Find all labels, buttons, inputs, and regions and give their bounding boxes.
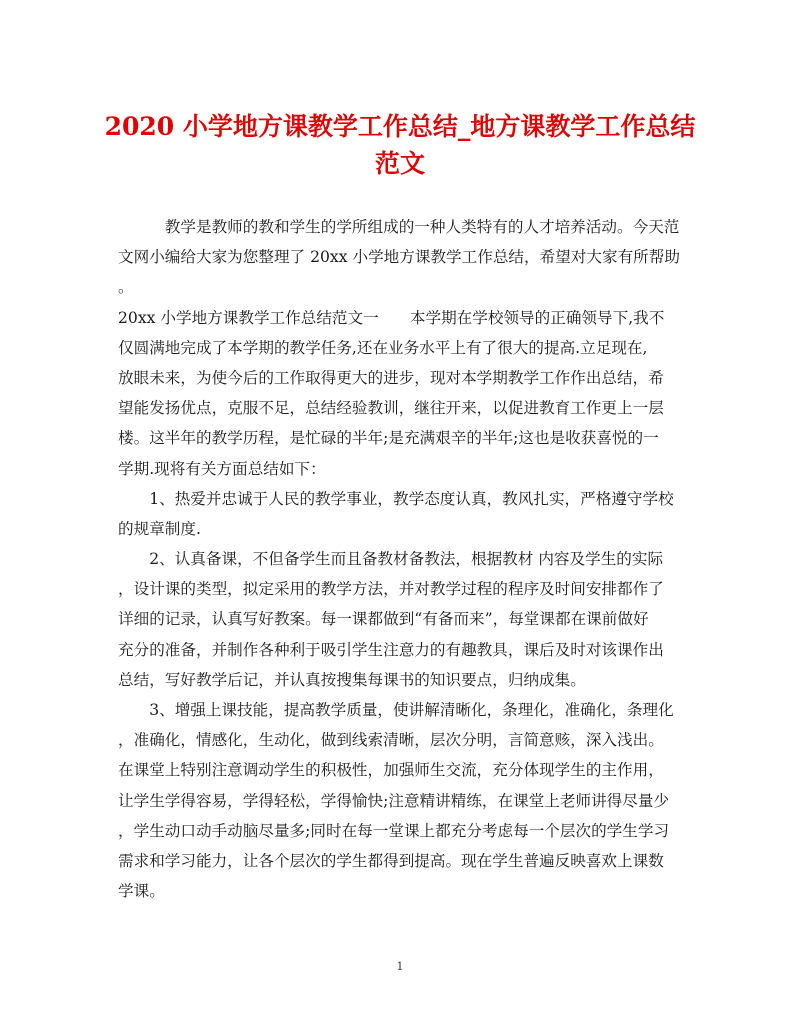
body-line: 3、增强上课技能，提高教学质量，使讲解清晰化，条理化，准确化，条理化 bbox=[118, 701, 674, 719]
body-line: 学课。 bbox=[118, 882, 165, 901]
body-line: 。 bbox=[118, 278, 134, 297]
body-line: 在课堂上特别注意调动学生的积极性，加强师生交流，充分体现学生的主作用， bbox=[118, 761, 664, 780]
body-line: 文网小编给大家为您整理了 20xx 小学地方课教学工作总结，希望对大家有所帮助 bbox=[118, 248, 680, 267]
body-line: 楼。这半年的教学历程，是忙碌的半年;是充满艰辛的半年;这也是收获喜悦的一 bbox=[118, 429, 659, 448]
document-title bbox=[100, 108, 700, 182]
body-line: 的规章制度. bbox=[118, 519, 201, 538]
body-line: 详细的记录，认真写好教案。每一课都做到“有备而来”，每堂课都在课前做好 bbox=[118, 610, 649, 629]
body-line: ，设计课的类型，拟定采用的教学方法，并对教学过程的程序及时间安排都作了 bbox=[118, 580, 664, 599]
body-line: 放眼未来，为使今后的工作取得更大的进步，现对本学期教学工作作出总结，希 bbox=[118, 368, 664, 387]
title-line-2: 范文 bbox=[374, 149, 425, 178]
title-line-1: 2020 小学地方课教学工作总结_地方课教学工作总结 bbox=[104, 112, 696, 141]
body-line: 教学是教师的教和学生的学所组成的一种人类特有的人才培养活动。今天范 bbox=[118, 218, 680, 236]
document-body bbox=[118, 212, 680, 906]
page-number: 1 bbox=[396, 960, 404, 973]
body-line: 总结，写好教学后记，并认真按搜集每课书的知识要点，归纳成集。 bbox=[118, 670, 586, 689]
body-line: 仅圆满地完成了本学期的教学任务,还在业务水平上有了很大的提高.立足现在, bbox=[118, 338, 648, 357]
body-line: 20xx 小学地方课教学工作总结范文一 本学期在学校领导的正确领导下,我不 bbox=[118, 308, 665, 327]
body-line: 让学生学得容易，学得轻松，学得愉快;注意精讲精练，在课堂上老师讲得尽量少 bbox=[118, 791, 670, 810]
body-line: ，学生动口动手动脑尽量多;同时在每一堂课上都充分考虑每一个层次的学生学习 bbox=[118, 821, 670, 840]
body-line: 学期.现将有关方面总结如下： bbox=[118, 459, 326, 478]
body-line: 2、认真备课，不但备学生而且备教材备教法，根据教材 内容及学生的实际 bbox=[118, 550, 664, 569]
body-line: ，准确化，情感化，生动化，做到线索清晰，层次分明，言简意赅，深入浅出。 bbox=[118, 731, 664, 750]
body-line: 充分的准备，并制作各种利于吸引学生注意力的有趣教具，课后及时对该课作出 bbox=[118, 640, 664, 659]
body-line: 望能发扬优点，克服不足，总结经验教训，继往开来，以促进教育工作更上一层 bbox=[118, 399, 664, 418]
body-line: 1、热爱并忠诚于人民的教学事业，教学态度认真，教风扎实，严格遵守学校 bbox=[118, 489, 674, 508]
body-line: 需求和学习能力，让各个层次的学生都得到提高。现在学生普遍反映喜欢上课数 bbox=[118, 851, 664, 870]
